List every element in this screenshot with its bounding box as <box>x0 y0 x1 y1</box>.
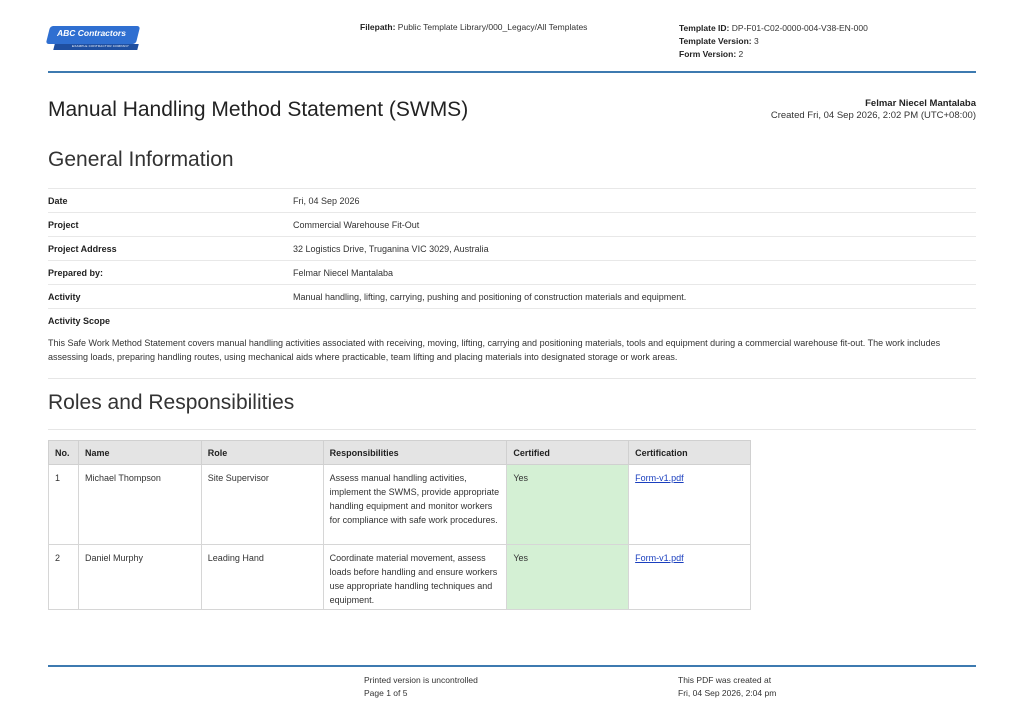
scope-label: Activity Scope <box>48 316 111 326</box>
cell-certification <box>629 545 751 610</box>
info-label: Activity <box>48 292 81 302</box>
info-value: Fri, 04 Sep 2026 <box>293 196 360 206</box>
filepath <box>360 22 587 32</box>
general-info-table <box>48 188 976 332</box>
activity-scope-text: This Safe Work Method Statement covers manual handling activities associated with receiving, moving, lifting, carrying and positioning materials, tools and equipment during a commercial warehouse fit-out. The work includes assessing loads, preparing handling routes, using mechanical aids where practicable, team lifting and placing materials into designated storage or work areas. <box>48 338 941 362</box>
created-timestamp: Created Fri, 04 Sep 2026, 2:02 PM (UTC+08:00) <box>770 110 976 121</box>
cell-certified: Yes <box>507 545 629 610</box>
cell-name: Daniel Murphy <box>78 545 201 610</box>
info-label: Project Address <box>48 244 117 254</box>
author-block <box>771 98 976 122</box>
info-label: Project <box>48 220 79 230</box>
pdf-created-label: This PDF was created at <box>678 675 772 685</box>
cell-responsibilities: Assess manual handling activities, implement the SWMS, provide appropriate handling equipment and monitor workers for compliance with safe work procedures. <box>323 465 507 545</box>
form-version-label: Form Version: <box>679 49 737 59</box>
cell-no: 1 <box>49 465 79 545</box>
template-id-label: Template ID: <box>679 23 730 33</box>
cell-certification <box>629 465 751 545</box>
page-title: Manual Handling Method Statement (SWMS) <box>48 98 469 121</box>
certification-link[interactable]: Form-v1.pdf <box>635 553 684 563</box>
company-logo <box>48 26 140 51</box>
page-number: Page 1 of 5 <box>364 688 408 698</box>
info-row-date <box>48 188 976 212</box>
cell-name: Michael Thompson <box>78 465 201 545</box>
info-label: Date <box>48 196 68 206</box>
form-version-value: 2 <box>738 49 744 59</box>
template-version-label: Template Version: <box>679 36 752 46</box>
footer-left <box>364 674 478 700</box>
section-divider <box>48 378 976 379</box>
column-header-certification: Certification <box>629 441 751 465</box>
template-id-value: DP-F01-C02-0000-004-V38-EN-000 <box>731 23 868 33</box>
info-value: 32 Logistics Drive, Truganina VIC 3029, Australia <box>293 244 489 254</box>
author-name: Felmar Niecel Mantalaba <box>865 98 976 109</box>
cell-certified: Yes <box>507 465 629 545</box>
logo-tagline: EXAMPLE CONTRACTOR COMPANY <box>72 44 130 48</box>
header-divider <box>48 71 976 73</box>
table-row <box>49 545 751 610</box>
section-divider <box>48 429 976 430</box>
info-label: Prepared by: <box>48 268 104 278</box>
cell-no: 2 <box>49 545 79 610</box>
info-row-project <box>48 212 976 236</box>
filepath-value: Public Template Library/000_Legacy/All Templates <box>397 22 588 32</box>
column-header-role: Role <box>201 441 323 465</box>
info-row-scope <box>48 308 976 332</box>
section-heading-general: General Information <box>48 148 234 171</box>
filepath-label: Filepath: <box>360 22 396 32</box>
info-row-address <box>48 236 976 260</box>
section-heading-roles: Roles and Responsibilities <box>48 391 295 414</box>
certification-link[interactable]: Form-v1.pdf <box>635 473 684 483</box>
roles-table <box>48 440 751 610</box>
footer-divider <box>48 665 976 667</box>
uncontrolled-notice: Printed version is uncontrolled <box>364 675 478 685</box>
pdf-created-timestamp: Fri, 04 Sep 2026, 2:04 pm <box>678 688 777 698</box>
column-header-name: Name <box>78 441 201 465</box>
column-header-no: No. <box>49 441 79 465</box>
cell-responsibilities: Coordinate material movement, assess loads before handling and ensure workers use appropriate handling techniques and equipment. <box>323 545 507 610</box>
cell-role: Site Supervisor <box>201 465 323 545</box>
template-version-value: 3 <box>753 36 759 46</box>
info-row-prepared-by <box>48 260 976 284</box>
info-value: Commercial Warehouse Fit-Out <box>293 220 420 230</box>
info-row-activity <box>48 284 976 308</box>
table-header-row <box>49 441 751 465</box>
column-header-responsibilities: Responsibilities <box>323 441 507 465</box>
cell-role: Leading Hand <box>201 545 323 610</box>
info-value: Felmar Niecel Mantalaba <box>293 268 394 278</box>
logo-text: ABC Contractors <box>57 28 126 38</box>
footer-right <box>678 674 776 700</box>
table-row <box>49 465 751 545</box>
info-value: Manual handling, lifting, carrying, pushing and positioning of construction materials and equipment. <box>293 292 687 302</box>
column-header-certified: Certified <box>507 441 629 465</box>
template-meta <box>679 22 868 61</box>
